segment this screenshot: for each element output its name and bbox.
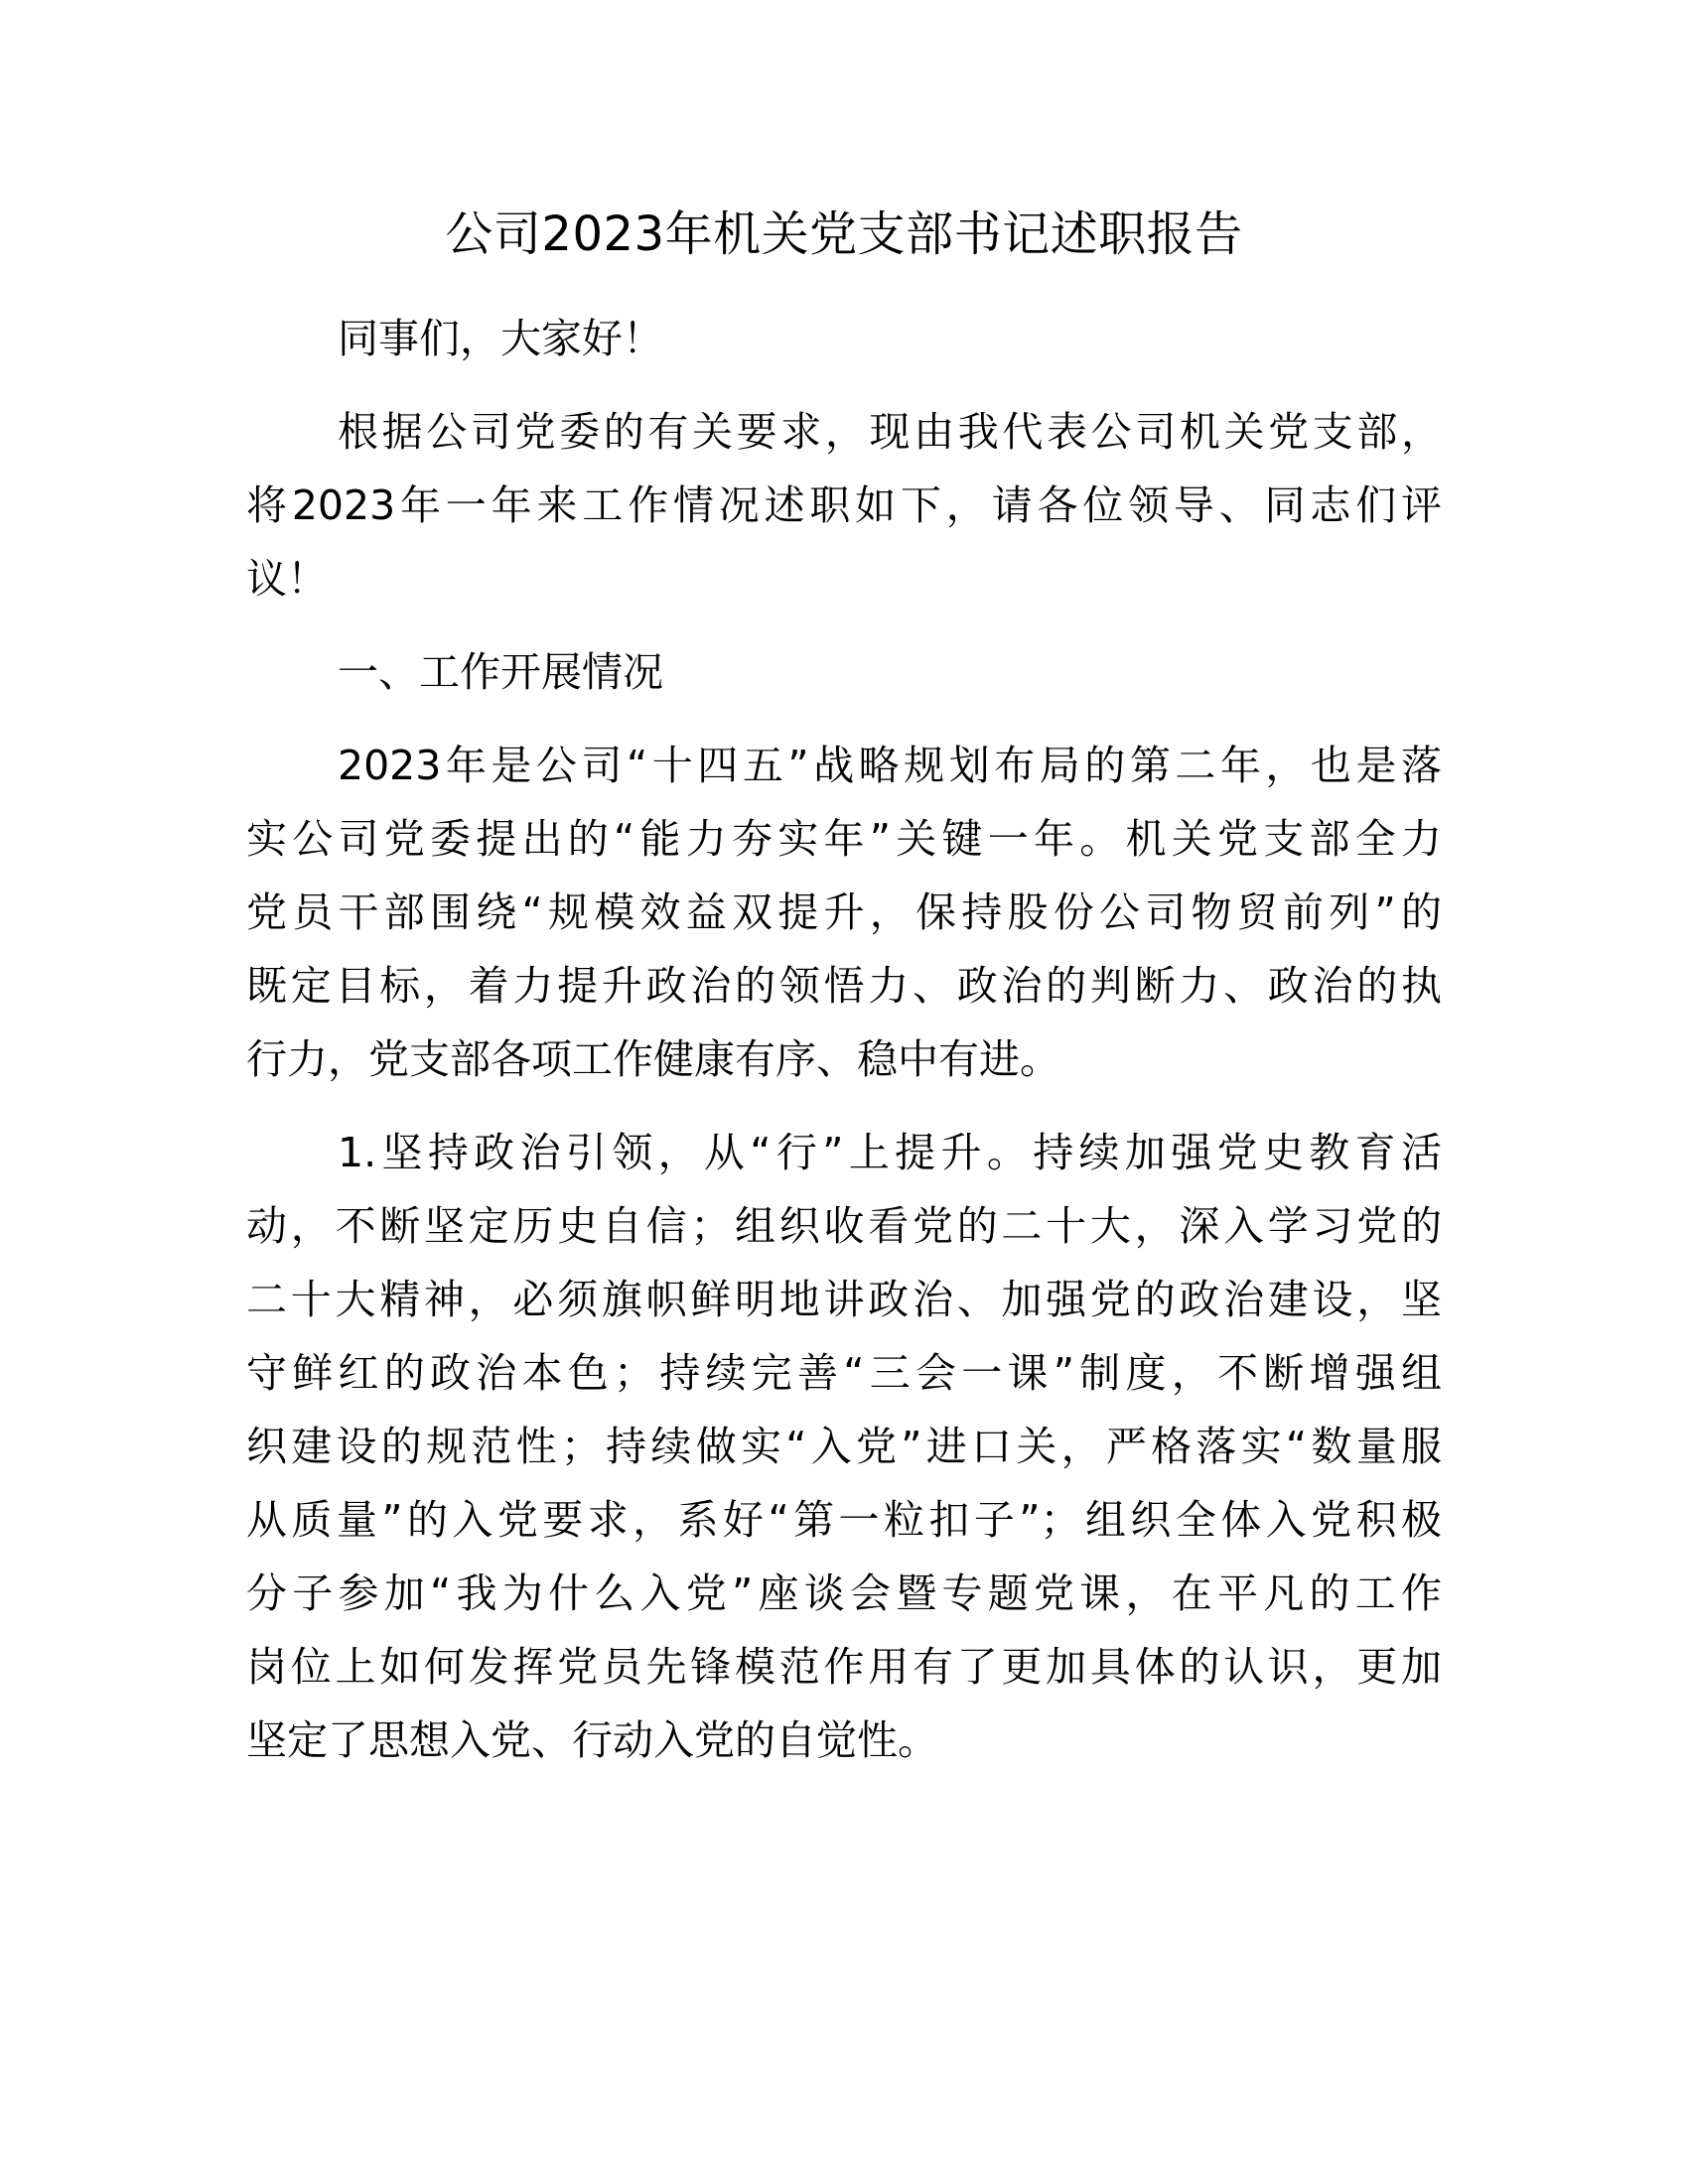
document-body (246, 302, 1442, 1797)
paragraph-line: 岗位上如何发挥党员先锋模范作用有了更加具体的认识，更加 (246, 1643, 1442, 1691)
section-heading (246, 635, 1442, 709)
overview-paragraph (246, 729, 1442, 1096)
paragraph-line: 坚定了思想入党、行动入党的自觉性。 (246, 1716, 938, 1764)
paragraph-line: 二十大精神，必须旗帜鲜明地讲政治、加强党的政治建设，坚 (246, 1276, 1442, 1323)
paragraph-line: 1.坚持政治引领，从“行”上提升。持续加强党史教育活 (338, 1129, 1442, 1176)
paragraph-line: 根据公司党委的有关要求，现由我代表公司机关党支部， (338, 408, 1442, 456)
paragraph-line: 从质量”的入党要求，系好“第一粒扣子”；组织全体入党积极 (246, 1496, 1442, 1544)
document-title: 公司2023年机关党支部书记述职报告 (445, 206, 1243, 262)
paragraph-line: 将2023年一年来工作情况述职如下，请各位领导、同志们评 (246, 481, 1442, 529)
item-1-paragraph (246, 1116, 1442, 1777)
paragraph-line: 既定目标，着力提升政治的领悟力、政治的判断力、政治的执 (246, 962, 1442, 1010)
paragraph-line: 议！ (246, 555, 328, 603)
paragraph-line: 动，不断坚定历史自信；组织收看党的二十大，深入学习党的 (246, 1202, 1442, 1250)
intro-paragraph (246, 395, 1442, 615)
paragraph-line: 2023年是公司“十四五”战略规划布局的第二年，也是落 (338, 742, 1442, 789)
paragraph-line: 分子参加“我为什么入党”座谈会暨专题党课，在平凡的工作 (246, 1570, 1442, 1617)
paragraph-line: 党员干部围绕“规模效益双提升，保持股份公司物贸前列”的 (246, 888, 1442, 936)
paragraph-line: 行力，党支部各项工作健康有序、稳中有进。 (246, 1035, 1060, 1083)
paragraph-line: 实公司党委提出的“能力夯实年”关键一年。机关党支部全力 (246, 815, 1442, 863)
paragraph-line: 一、工作开展情况 (338, 648, 663, 696)
paragraph-line: 守鲜红的政治本色；持续完善“三会一课”制度，不断增强组 (246, 1349, 1442, 1397)
paragraph-line: 同事们，大家好！ (338, 315, 663, 362)
paragraph-line: 织建设的规范性；持续做实“入党”进口关，严格落实“数量服 (246, 1423, 1442, 1470)
greeting-paragraph (246, 302, 1442, 375)
